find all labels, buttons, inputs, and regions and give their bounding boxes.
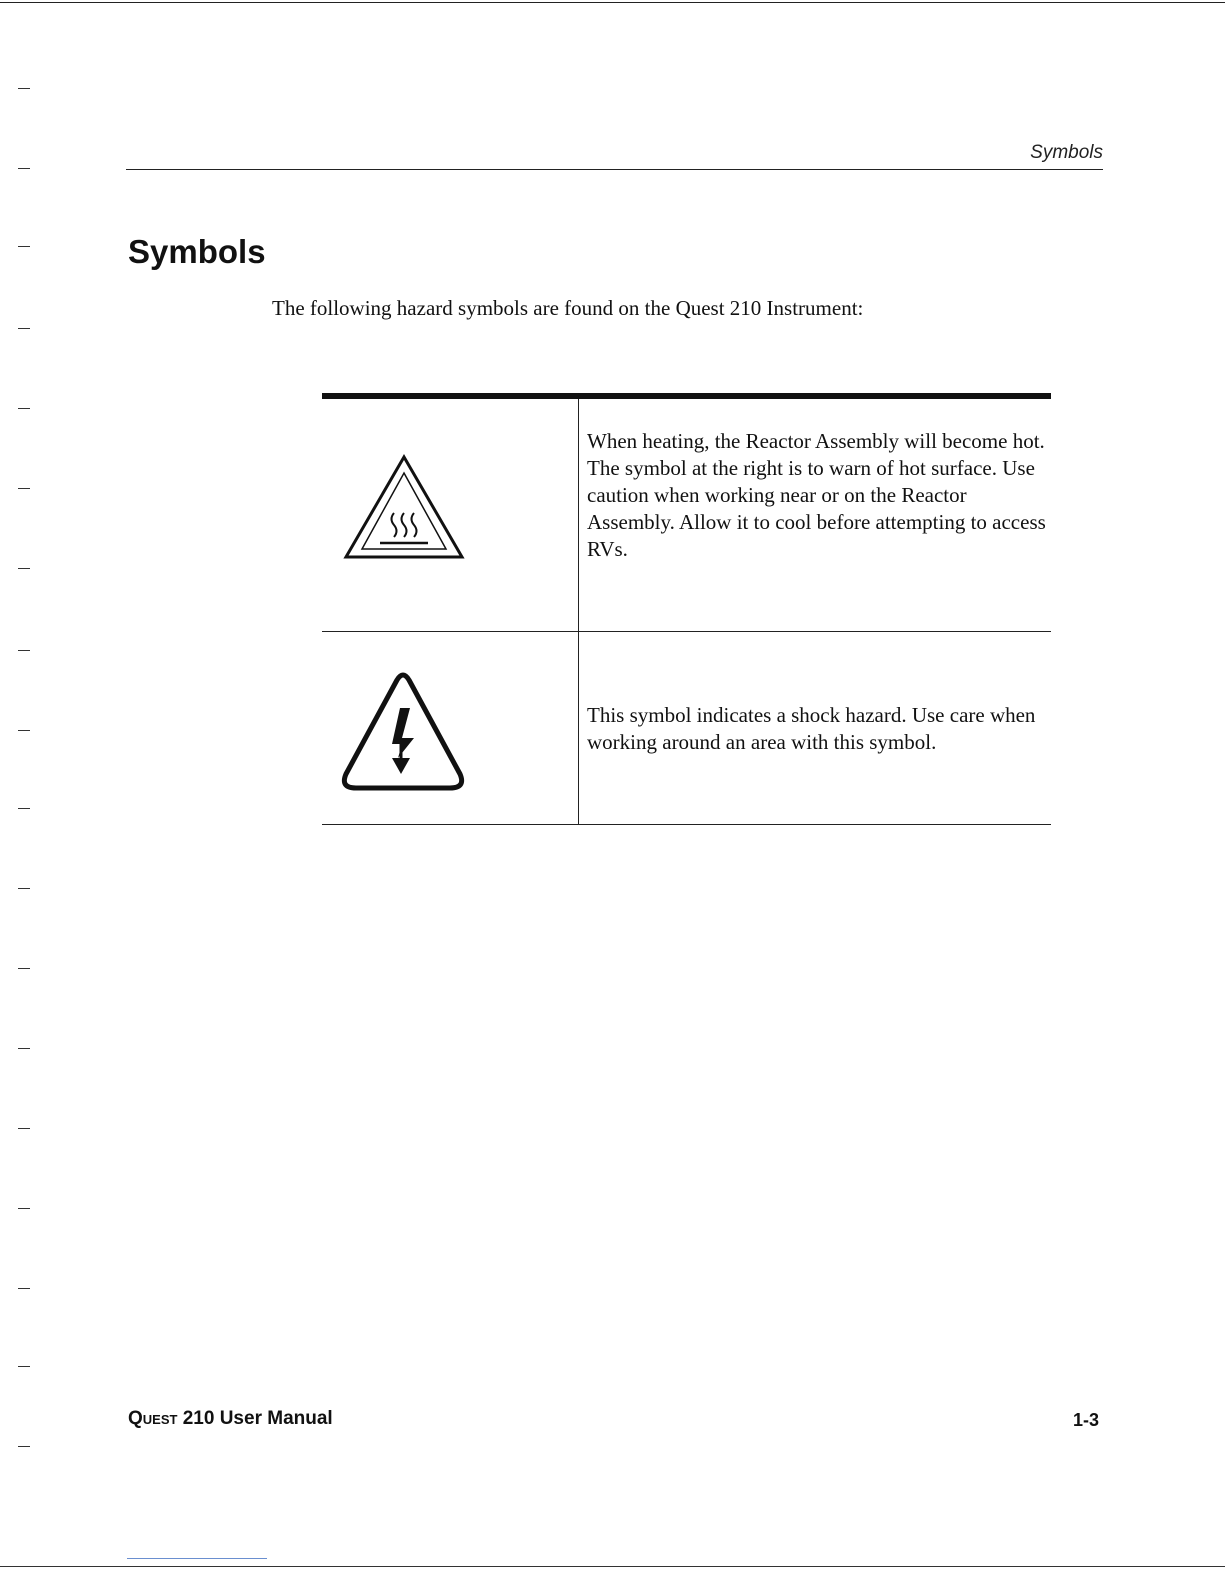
margin-tick [18, 888, 30, 889]
table-row [322, 399, 1051, 631]
margin-tick [18, 246, 30, 247]
page-title: Symbols [128, 233, 266, 270]
table-row [322, 632, 1051, 824]
shock-hazard-warning-icon [340, 672, 466, 798]
intro-paragraph: The following hazard symbols are found on the Quest 210 Instrument: [272, 296, 864, 320]
margin-tick [18, 1446, 30, 1447]
margin-tick [18, 650, 30, 651]
margin-tick [18, 808, 30, 809]
margin-tick [18, 1208, 30, 1209]
symbol-cell [322, 399, 578, 631]
margin-tick [18, 168, 30, 169]
margin-tick [18, 408, 30, 409]
description-cell [578, 632, 1051, 824]
symbol-description: When heating, the Reactor Assembly will become hot. The symbol at the right is to warn of hot surface. Use caution when working near or on the Reactor Assembly. Allow it to cool before attempting to access RVs. [587, 429, 1046, 561]
header-rule [126, 169, 1103, 170]
hot-surface-warning-icon [342, 453, 466, 561]
margin-tick [18, 1128, 30, 1129]
symbol-cell [322, 632, 578, 824]
bottom-blue-line [127, 1558, 267, 1559]
margin-tick [18, 968, 30, 969]
margin-tick [18, 488, 30, 489]
footer-title-rest: 210 User Manual [177, 1408, 333, 1429]
margin-tick [18, 568, 30, 569]
margin-tick [18, 1366, 30, 1367]
margin-tick [18, 328, 30, 329]
page-bottom-border [0, 1566, 1225, 1567]
symbol-description: This symbol indicates a shock hazard. Use care when working around an area with this symbol. [587, 703, 1036, 754]
table-bottom-rule [322, 824, 1051, 825]
footer-manual-title [128, 1408, 333, 1430]
footer-brand: Quest [128, 1408, 178, 1429]
margin-tick [18, 730, 30, 731]
page-number: 1-3 [1072, 1410, 1099, 1430]
margin-tick [18, 1048, 30, 1049]
margin-tick [18, 88, 30, 89]
page-top-border [0, 2, 1225, 3]
symbol-table [322, 393, 1051, 825]
description-cell [578, 399, 1051, 631]
margin-tick [18, 1288, 30, 1289]
running-header: Symbols [1030, 142, 1103, 163]
